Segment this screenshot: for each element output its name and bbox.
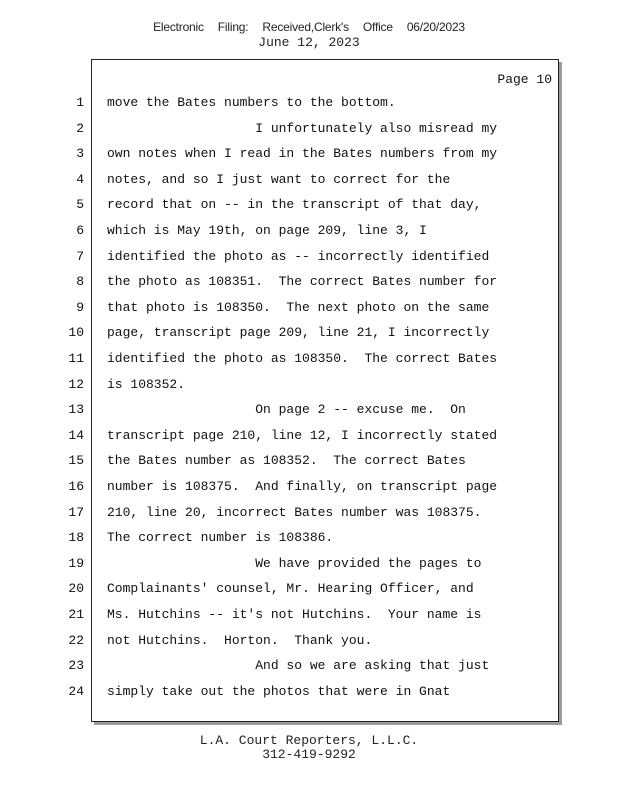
line-number: 4 (76, 172, 84, 187)
line-number: 16 (68, 479, 84, 494)
line-number: 19 (68, 556, 84, 571)
line-number: 3 (76, 146, 84, 161)
line-text: transcript page 210, line 12, I incorrectly stated (107, 428, 498, 443)
line-number: 2 (76, 121, 84, 136)
filing-part: Office (362, 20, 393, 34)
line-text: On page 2 -- excuse me. On (107, 402, 466, 417)
line-text: identified the photo as -- incorrectly identified (107, 249, 490, 264)
line-text: Ms. Hutchins -- it's not Hutchins. Your name is (107, 607, 482, 622)
filing-part: Filing: (217, 20, 249, 34)
line-text: identified the photo as 108350. The correct Bates (107, 351, 498, 366)
line-text: move the Bates numbers to the bottom. (107, 95, 396, 110)
line-number: 20 (68, 581, 84, 596)
line-number: 8 (76, 274, 84, 289)
line-number: 22 (68, 633, 84, 648)
filing-part: Electronic (153, 20, 204, 34)
line-number: 24 (68, 684, 84, 699)
transcript-date: June 12, 2023 (258, 35, 360, 50)
line-number: 10 (68, 325, 84, 340)
filing-part: 06/20/2023 (406, 20, 465, 34)
line-text: is 108352. (107, 377, 186, 392)
line-text: page, transcript page 209, line 21, I incorrectly (107, 325, 490, 340)
page-number: Page 10 (497, 72, 552, 87)
line-text: not Hutchins. Horton. Thank you. (107, 633, 373, 648)
line-text: that photo is 108350. The next photo on the same (107, 300, 490, 315)
line-number: 17 (68, 505, 84, 520)
line-number: 21 (68, 607, 84, 622)
line-number: 23 (68, 658, 84, 673)
line-number: 11 (68, 351, 84, 366)
line-text: Complainants' counsel, Mr. Hearing Officer, and (107, 581, 474, 596)
line-text: notes, and so I just want to correct for the (107, 172, 451, 187)
line-text: record that on -- in the transcript of that day, (107, 197, 482, 212)
line-number: 13 (68, 402, 84, 417)
filing-part: Received,Clerk's (262, 20, 349, 34)
line-number: 14 (68, 428, 84, 443)
line-text: We have provided the pages to (107, 556, 482, 571)
footer-company: L.A. Court Reporters, L.L.C. (199, 733, 419, 748)
electronic-filing-stamp (0, 20, 618, 34)
line-text: simply take out the photos that were in Gnat (107, 684, 451, 699)
line-text: the photo as 108351. The correct Bates number for (107, 274, 498, 289)
line-text: the Bates number as 108352. The correct Bates (107, 453, 466, 468)
line-number: 1 (76, 95, 84, 110)
line-number: 9 (76, 300, 84, 315)
line-number: 6 (76, 223, 84, 238)
line-number: 7 (76, 249, 84, 264)
line-text: And so we are asking that just (107, 658, 490, 673)
line-text: 210, line 20, incorrect Bates number was 108375. (107, 505, 482, 520)
line-number: 5 (76, 197, 84, 212)
line-text: number is 108375. And finally, on transcript page (107, 479, 498, 494)
line-text: The correct number is 108386. (107, 530, 334, 545)
footer-phone: 312-419-9292 (262, 747, 356, 762)
line-text: own notes when I read in the Bates numbers from my (107, 146, 498, 161)
line-text: which is May 19th, on page 209, line 3, I (107, 223, 427, 238)
line-number: 12 (68, 377, 84, 392)
line-number: 18 (68, 530, 84, 545)
line-text: I unfortunately also misread my (107, 121, 498, 136)
line-number: 15 (68, 453, 84, 468)
